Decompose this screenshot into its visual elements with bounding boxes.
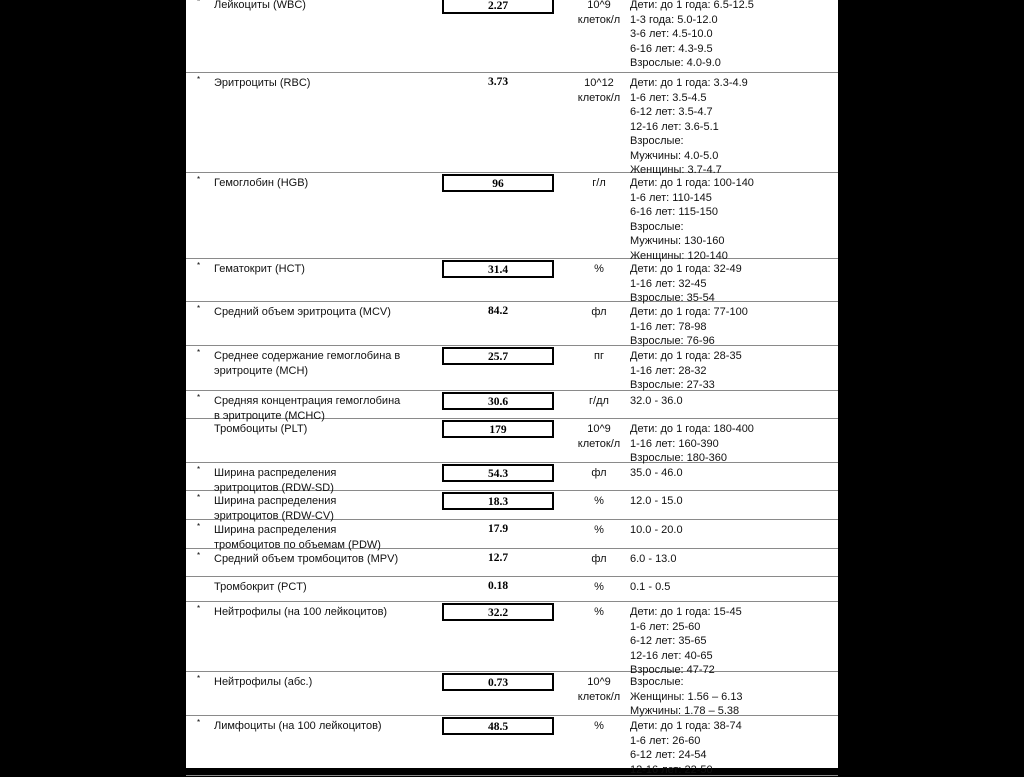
result-value: 48.5 [442,717,554,735]
result-value: 18.3 [442,492,554,510]
test-name-line: Гемоглобин (HGB) [214,176,414,191]
reference-range [630,305,835,349]
test-name-line: эритроцитов (RDW-CV) [214,509,414,524]
reference-line: Дети: до 1 года: 180-400 [630,422,835,437]
unit [564,349,634,364]
result-value: 32.2 [442,603,554,621]
reference-line: 1-16 лет: 78-98 [630,320,835,335]
reference-line: Взрослые: 35-54 [630,291,835,306]
reference-range [630,675,835,719]
table-row [186,520,838,549]
unit [564,394,634,409]
reference-line: Дети: до 1 года: 100-140 [630,176,835,191]
test-name-line: Нейтрофилы (абс.) [214,675,414,690]
table-row [186,302,838,346]
flag-marker: * [197,465,200,474]
test-name-line: эритроцитов (RDW-SD) [214,481,414,496]
lab-results-page [186,0,838,768]
reference-range [630,176,835,263]
reference-line: 6-16 лет: 4.3-9.5 [630,42,835,57]
reference-range [630,494,835,509]
test-name-line: эритроците (MCH) [214,364,414,379]
test-name [214,0,414,13]
reference-line: 12.0 - 15.0 [630,494,835,509]
reference-line: 1-6 лет: 3.5-4.5 [630,91,835,106]
test-name [214,605,414,620]
table-row [186,463,838,491]
reference-line: 6-12 лет: 24-54 [630,748,835,763]
result-value: 0.18 [442,578,554,596]
table-row [186,672,838,716]
reference-line: 6-12 лет: 3.5-4.7 [630,105,835,120]
reference-range [630,523,835,538]
unit-line: клеток/л [564,91,634,106]
table-row [186,346,838,391]
reference-line: 6.0 - 13.0 [630,552,835,567]
unit-line: 10^9 [564,0,634,13]
test-name-line: Гематокрит (HCT) [214,262,414,277]
test-name-line: Эритроциты (RBC) [214,76,414,91]
test-name [214,552,414,567]
unit-line: % [564,580,634,595]
reference-line: 1-16 лет: 32-45 [630,277,835,292]
unit [564,466,634,481]
unit-line: фл [564,305,634,320]
unit [564,675,634,704]
reference-line: Взрослые: [630,134,835,149]
reference-line: 12-16 лет: 22-50 [630,763,835,777]
test-name-line: Ширина распределения [214,466,414,481]
unit-line: % [564,262,634,277]
reference-line: 10.0 - 20.0 [630,523,835,538]
reference-line: Мужчины: 130-160 [630,234,835,249]
test-name [214,262,414,277]
result-value: 84.2 [442,303,554,321]
flag-marker: * [197,674,200,683]
test-name [214,422,414,437]
result-value: 3.73 [442,74,554,92]
test-name-line: в эритроците (MCHC) [214,409,414,424]
test-name-line: Тромбоциты (PLT) [214,422,414,437]
flag-marker: * [197,304,200,313]
unit [564,305,634,320]
unit-line: фл [564,552,634,567]
reference-line: Взрослые: 76-96 [630,334,835,349]
reference-line: 12-16 лет: 40-65 [630,649,835,664]
unit [564,176,634,191]
reference-line: 1-6 лет: 110-145 [630,191,835,206]
flag-marker: * [197,348,200,357]
test-name-line: Средняя концентрация гемоглобина [214,394,414,409]
test-name-line: Тромбокрит (PCT) [214,580,414,595]
unit [564,76,634,105]
reference-line: 12-16 лет: 3.6-5.1 [630,120,835,135]
flag-marker: * [197,261,200,270]
unit [564,719,634,734]
reference-line: Дети: до 1 года: 3.3-4.9 [630,76,835,91]
table-row [186,577,838,602]
reference-range [630,466,835,481]
reference-line: Дети: до 1 года: 15-45 [630,605,835,620]
result-value: 17.9 [442,521,554,539]
reference-line: 0.1 - 0.5 [630,580,835,595]
test-name [214,349,414,378]
reference-range [630,580,835,595]
unit-line: клеток/л [564,13,634,28]
unit-line: % [564,605,634,620]
reference-line: Мужчины: 4.0-5.0 [630,149,835,164]
reference-range [630,394,835,409]
reference-range [630,262,835,306]
table-row [186,549,838,577]
reference-line: 6-12 лет: 35-65 [630,634,835,649]
reference-line: Взрослые: 180-360 [630,451,835,466]
reference-range [630,349,835,393]
reference-range [630,0,835,71]
result-value: 25.7 [442,347,554,365]
reference-line: Мужчины: 1.78 – 5.38 [630,704,835,719]
unit-line: г/л [564,176,634,191]
reference-line: 1-16 лет: 160-390 [630,437,835,452]
reference-line: Взрослые: [630,675,835,690]
unit-line: фл [564,466,634,481]
reference-line: Женщины: 3.7-4.7 [630,163,835,178]
test-name [214,305,414,320]
reference-line: 1-6 лет: 26-60 [630,734,835,749]
flag-marker: * [197,75,200,84]
reference-line: Взрослые: 4.0-9.0 [630,56,835,71]
reference-line: Дети: до 1 года: 28-35 [630,349,835,364]
test-name-line: Лейкоциты (WBC) [214,0,414,13]
result-value: 54.3 [442,464,554,482]
unit [564,422,634,451]
reference-line: 1-16 лет: 28-32 [630,364,835,379]
table-row [186,173,838,259]
reference-line: Женщины: 1.56 – 6.13 [630,690,835,705]
table-row [186,419,838,463]
reference-line: 35.0 - 46.0 [630,466,835,481]
reference-line: Дети: до 1 года: 6.5-12.5 [630,0,835,13]
test-name-line: Средний объем эритроцита (MCV) [214,305,414,320]
unit-line: % [564,719,634,734]
reference-line: Женщины: 120-140 [630,249,835,264]
flag-marker: * [197,0,200,6]
table-row [186,602,838,672]
test-name [214,580,414,595]
flag-marker: * [197,604,200,613]
test-name-line: тромбоцитов по объемам (PDW) [214,538,414,553]
reference-line: Взрослые: 47-72 [630,663,835,678]
result-value: 0.73 [442,673,554,691]
test-name-line: Ширина распределения [214,523,414,538]
unit-line: пг [564,349,634,364]
unit [564,494,634,509]
table-row [186,0,838,73]
reference-range [630,605,835,678]
reference-line: 3-6 лет: 4.5-10.0 [630,27,835,42]
unit-line: 10^9 [564,422,634,437]
unit [564,580,634,595]
unit-line: % [564,523,634,538]
table-row [186,73,838,173]
test-name-line: Средний объем тромбоцитов (MPV) [214,552,414,567]
unit [564,552,634,567]
test-name-line: Нейтрофилы (на 100 лейкоцитов) [214,605,414,620]
unit-line: 10^12 [564,76,634,91]
test-name [214,494,414,523]
reference-line: 1-3 года: 5.0-12.0 [630,13,835,28]
unit-line: г/дл [564,394,634,409]
test-name [214,719,414,734]
unit-line: % [564,494,634,509]
reference-range [630,422,835,466]
reference-line: 32.0 - 36.0 [630,394,835,409]
unit-line: 10^9 [564,675,634,690]
table-row [186,259,838,302]
table-row [186,716,838,776]
reference-line: 6-16 лет: 115-150 [630,205,835,220]
result-value: 12.7 [442,550,554,568]
flag-marker: * [197,175,200,184]
reference-line: Взрослые: [630,220,835,235]
reference-range [630,719,835,777]
unit-line: клеток/л [564,437,634,452]
reference-line: Взрослые: 27-33 [630,378,835,393]
reference-range [630,76,835,178]
test-name [214,675,414,690]
result-value: 30.6 [442,392,554,410]
unit-line: клеток/л [564,690,634,705]
flag-marker: * [197,522,200,531]
test-name-line: Ширина распределения [214,494,414,509]
reference-line: Дети: до 1 года: 38-74 [630,719,835,734]
test-name [214,76,414,91]
flag-marker: * [197,493,200,502]
result-value: 31.4 [442,260,554,278]
reference-range [630,552,835,567]
test-name-line: Лимфоциты (на 100 лейкоцитов) [214,719,414,734]
result-value: 2.27 [442,0,554,14]
result-value: 96 [442,174,554,192]
reference-line: 1-6 лет: 25-60 [630,620,835,635]
result-value: 179 [442,420,554,438]
reference-line: Дети: до 1 года: 32-49 [630,262,835,277]
flag-marker: * [197,551,200,560]
reference-line: Дети: до 1 года: 77-100 [630,305,835,320]
unit [564,605,634,620]
flag-marker: * [197,393,200,402]
table-row [186,391,838,419]
unit [564,0,634,27]
table-row [186,491,838,520]
unit [564,262,634,277]
test-name [214,176,414,191]
test-name [214,523,414,552]
test-name-line: Среднее содержание гемоглобина в [214,349,414,364]
unit [564,523,634,538]
flag-marker: * [197,718,200,727]
